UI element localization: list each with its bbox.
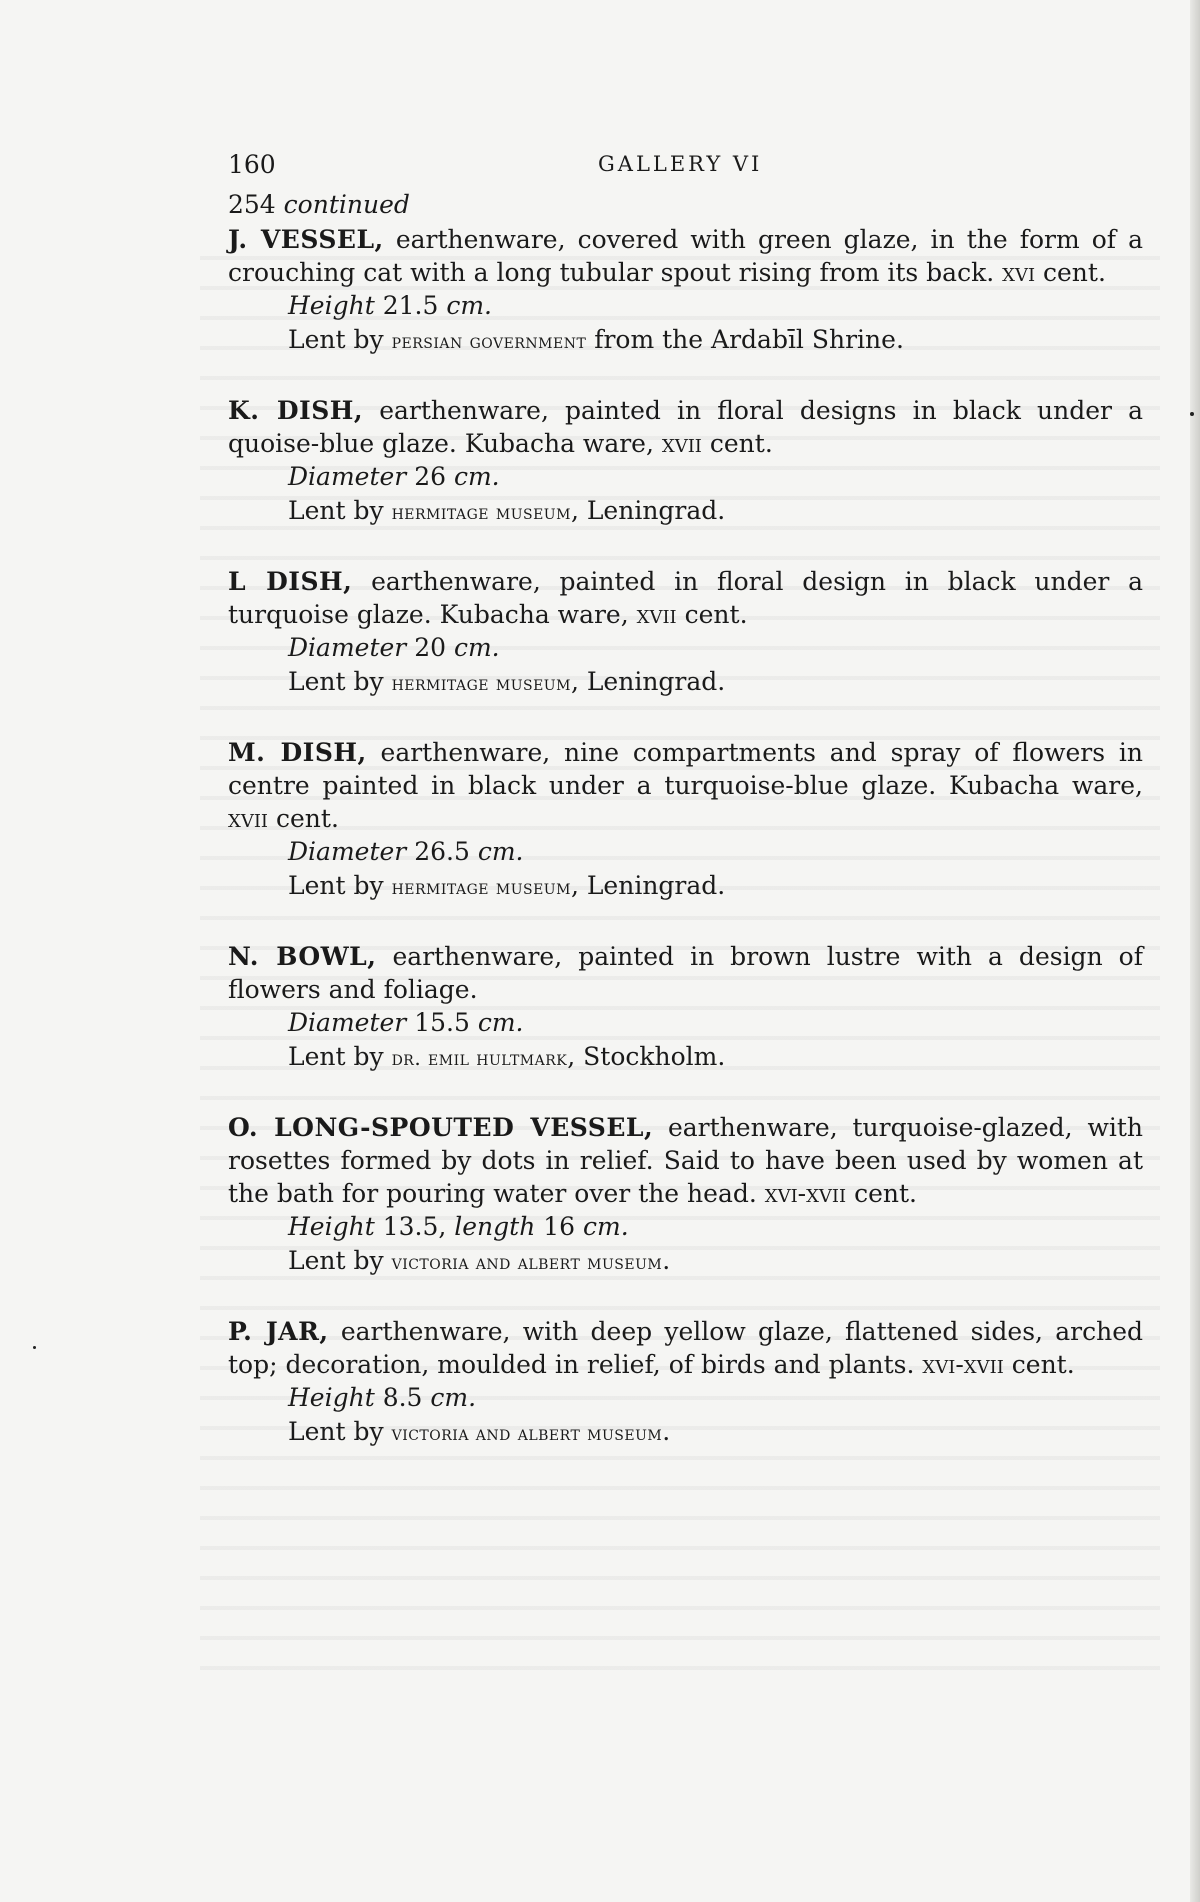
entry-title: K. DISH, [228, 396, 364, 425]
lender-name: hermitage museum [391, 875, 571, 899]
continued-heading [228, 190, 1143, 219]
catalogue-entry [228, 1111, 1143, 1279]
entry-dimensions: Height 8.5 cm. [288, 1383, 477, 1412]
century: xvi-xvii [764, 1179, 847, 1208]
entry-dimensions: Height 21.5 cm. [288, 291, 492, 320]
running-head [228, 150, 1143, 190]
entry-description: O. LONG-SPOUTED VESSEL, earthenware, turquoise-glazed, with rosettes formed by dots in relief. Said to have been used by women at the bath for pouring water over the head. xvi-xvii cent. [228, 1113, 1143, 1208]
catalogue-entry [228, 394, 1143, 529]
lender-name: victoria and albert museum [391, 1421, 663, 1445]
entry-lender: Lent by dr. emil hultmark, Stockholm. [288, 1042, 726, 1071]
entry-description: M. DISH, earthenware, nine compartments and spray of flowers in centre painted in black under a turquoise-blue glaze. Kubacha ware, xvii cent. [228, 738, 1143, 833]
entry-dimensions: Diameter 20 cm. [288, 633, 500, 662]
lender-name: victoria and albert museum [391, 1250, 663, 1274]
entry-lender: Lent by hermitage museum, Leningrad. [288, 667, 726, 696]
page-content [228, 150, 1143, 1486]
lender-name: hermitage museum [391, 500, 571, 524]
entry-title: O. LONG-SPOUTED VESSEL, [228, 1113, 654, 1142]
entry-lender: Lent by victoria and albert museum. [288, 1246, 671, 1275]
catalogue-entry [228, 1315, 1143, 1450]
entry-title: L DISH, [228, 567, 353, 596]
speck [1190, 412, 1194, 416]
entry-lender: Lent by hermitage museum, Leningrad. [288, 496, 726, 525]
century: xvii [636, 600, 677, 629]
entry-title: N. BOWL, [228, 942, 377, 971]
catalogue-entry [228, 940, 1143, 1075]
entry-description: N. BOWL, earthenware, painted in brown lustre with a design of flowers and foliage. [228, 942, 1143, 1004]
century: xvii [228, 804, 269, 833]
catalogue-entry [228, 565, 1143, 700]
entry-description: L DISH, earthenware, painted in floral design in black under a turquoise glaze. Kubacha ware, xvii cent. [228, 567, 1143, 629]
gallery-title: GALLERY VI [598, 152, 763, 176]
entry-dimensions: Diameter 15.5 cm. [288, 1008, 524, 1037]
entry-description: J. VESSEL, earthenware, covered with green glaze, in the form of a crouching cat with a long tubular spout rising from its back. xvi cent. [228, 225, 1143, 287]
century: xvi-xvii [922, 1350, 1004, 1379]
page-number: 160 [228, 150, 276, 179]
entry-dimensions: Diameter 26 cm. [288, 462, 500, 491]
entry-dimensions: Height 13.5, length 16 cm. [288, 1212, 629, 1241]
entry-description: P. JAR, earthenware, with deep yellow glaze, flattened sides, arched top; decoration, moulded in relief, of birds and plants. xvi-xvii cent. [228, 1317, 1144, 1379]
page-edge [1190, 0, 1200, 1902]
entry-title: M. DISH, [228, 738, 367, 767]
entry-description: K. DISH, earthenware, painted in floral designs in black under a quoise-blue glaze. Kubacha ware, xvii cent. [228, 396, 1143, 458]
century: xvi [1002, 258, 1036, 287]
speck [33, 1346, 36, 1349]
entry-dimensions: Diameter 26.5 cm. [288, 837, 524, 866]
entry-title: J. VESSEL, [228, 225, 384, 254]
entry-lender: Lent by persian government from the Ardabīl Shrine. [288, 325, 904, 354]
lender-name: persian government [391, 329, 587, 353]
lender-name: hermitage museum [391, 671, 571, 695]
entry-lender: Lent by hermitage museum, Leningrad. [288, 871, 726, 900]
catalogue-entry [228, 223, 1143, 358]
entry-lender: Lent by victoria and albert museum. [288, 1417, 671, 1446]
catalogue-number: 254 [228, 190, 276, 219]
catalogue-entry [228, 736, 1143, 904]
continued-label: continued [283, 190, 410, 219]
lender-name: dr. emil hultmark [391, 1046, 568, 1070]
entry-title: P. JAR, [228, 1317, 329, 1346]
century: xvii [661, 429, 702, 458]
